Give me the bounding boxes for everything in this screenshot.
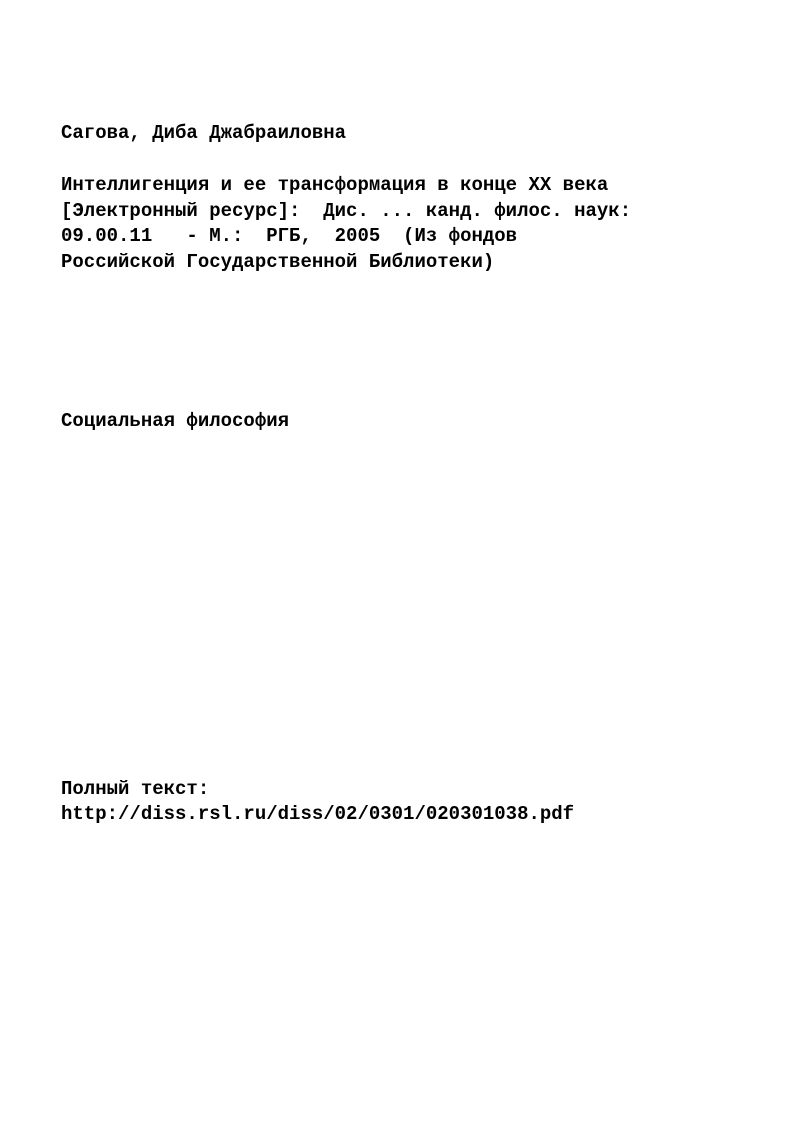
description-line: [Электронный ресурс]: Дис. ... канд. филос. наук: [61,199,632,222]
fulltext-label: Полный текст: [61,778,210,800]
bibliographic-description [61,173,631,275]
fulltext-link[interactable]: http://diss.rsl.ru/diss/02/0301/020301038.pdf [61,803,575,825]
author-name: Сагова, Диба Джабраиловна [61,122,347,144]
description-line: Российской Государственной Библиотеки) [61,250,495,273]
description-line: Интеллигенция и ее трансформация в конце XX века [61,174,609,196]
subject-category: Социальная философия [61,410,290,432]
description-line: 09.00.11 - М.: РГБ, 2005 (Из фондов [61,225,518,247]
